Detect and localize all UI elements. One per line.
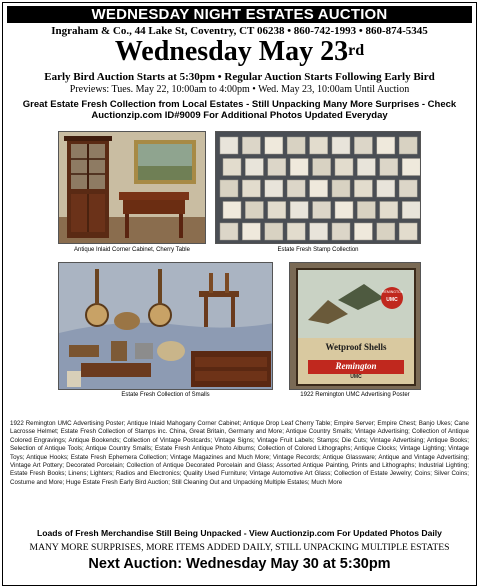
- stamp-packet: [268, 202, 286, 219]
- stamp-packet: [242, 137, 260, 154]
- stamp-packet: [265, 180, 283, 197]
- stamp-packet: [332, 223, 350, 240]
- item-description: 1922 Remington UMC Advertising Poster; Antique Inlaid Mahogany Corner Cabinet; Antique Drop Leaf Cherry Table; Empire Server; Empire Chest; Banjo Ukes; Cane Lacrosse Helmet; Estate Fresh Collection of Stamps inc. China, Great Britain, Germany and More; Antique Country Smalls; Vintage Advertising; Collection of Antique Colored Engravings; Antique Bookends; Collection of Vintage Postcards; Vintage Signs; Vintage Fruit Labels; Stamps; Die Cuts; Vintage Advertising; Antique Books; Selection of Antique Tools; Antique Country Smalls; Estate Fresh Antique Photo Albums; Collection of Colored Lithographs; Antique Clocks; Vintage Lighting; Vintage Toys; Antique Hooks; Estate Fresh Ephemera Collection; Vintage Magazines and Much More; Vintage Records; Antique Glassware; Antique and Vintage Advertising; Vintage Art Pottery; Decorated Porcelain; Collection of Antique Decorated Porcelain and Glass; Assorted Antique Painting, Prints and Lithographs; Industrial Lighting; Estate Fresh Books; Linens; Lighters; Radios and Electronics; Quality Used Furniture; Vintage Automotive Art Glass; Collection of Estate Jewelry; Coins; Silver Coins; Costume and More; Huge Estate Fresh Early Bird Auction; Still Cleaning Out and Unpacking Multiple Estates; Much More: [10, 420, 469, 486]
- stamp-packet: [220, 137, 238, 154]
- auction-date-suffix: rd: [348, 42, 365, 59]
- auctioneer-address: Ingraham & Co., 44 Lake St, Coventry, CT 06238 • 860-742-1993 • 860-874-5345: [51, 25, 428, 37]
- stamp-packet: [287, 180, 305, 197]
- stamp-packet: [402, 202, 420, 219]
- stamp-packet: [335, 159, 353, 176]
- stamp-packet: [377, 180, 395, 197]
- stamp-packet: [332, 180, 350, 197]
- remington-poster-caption: 1922 Remington UMC Advertising Poster: [300, 392, 410, 398]
- smalls-collection-caption: Estate Fresh Collection of Smalls: [121, 392, 210, 398]
- poster-logo: Remington: [335, 361, 377, 371]
- stamp-packet: [310, 223, 328, 240]
- stamp-packet: [265, 223, 283, 240]
- stamp-packet: [287, 137, 305, 154]
- stamp-packet: [380, 202, 398, 219]
- stamp-packet: [332, 137, 350, 154]
- stamp-packet: [313, 202, 331, 219]
- fresh-merchandise-note: Loads of Fresh Merchandise Still Being Unpacked - View Auctionzip.com For Updated Photos Daily: [37, 528, 442, 538]
- stamp-packet: [335, 202, 353, 219]
- preview-hours: Previews: Tues. May 22, 10:00am to 4:00pm • Wed. May 23, 10:00am Until Auction: [69, 84, 410, 95]
- stamp-packet: [399, 223, 417, 240]
- stamp-packet: [377, 137, 395, 154]
- auction-date-main: Wednesday May 23: [114, 36, 349, 67]
- stamp-packet: [354, 137, 372, 154]
- stamp-packet: [242, 223, 260, 240]
- stamp-packet: [310, 180, 328, 197]
- stamp-collection-photo: [215, 131, 421, 244]
- early-bird-info: Early Bird Auction Starts at 5:30pm • Regular Auction Starts Following Early Bird: [44, 71, 435, 83]
- auction-date: [4, 36, 475, 68]
- poster-sub: UMC: [350, 374, 362, 380]
- stamp-packet: [399, 180, 417, 197]
- poster-frame: [296, 268, 416, 386]
- stamp-packet: [399, 137, 417, 154]
- stamp-packet: [245, 202, 263, 219]
- stamp-packet: [268, 159, 286, 176]
- poster-brand: Wetproof Shells: [325, 342, 387, 352]
- stamp-packet: [223, 159, 241, 176]
- stamp-packet: [313, 159, 331, 176]
- stamp-packet: [220, 223, 238, 240]
- stamp-packet: [223, 202, 241, 219]
- stamp-packet: [245, 159, 263, 176]
- stamp-packet: [265, 137, 283, 154]
- stamp-packet: [290, 202, 308, 219]
- stamp-packet: [287, 223, 305, 240]
- poster-circle-top: REMINGTON: [382, 290, 404, 294]
- next-auction-note: Next Auction: Wednesday May 30 at 5:30pm: [88, 556, 391, 572]
- stamp-packet: [290, 159, 308, 176]
- more-surprises-note: MANY MORE SURPRISES, MORE ITEMS ADDED DAILY, STILL UNPACKING MULTIPLE ESTATES: [29, 542, 450, 553]
- collection-note: Great Estate Fresh Collection from Local Estates - Still Unpacking Many More Surprises - Check Auctionzip.com ID#9009 For Additional Photos Updated Everyday: [22, 99, 457, 121]
- stamp-packet: [354, 180, 372, 197]
- auction-title-banner: WEDNESDAY NIGHT ESTATES AUCTION: [7, 6, 472, 23]
- stamp-collection-caption: Estate Fresh Stamp Collection: [277, 247, 359, 253]
- stamp-packet: [357, 202, 375, 219]
- stamp-packet: [354, 223, 372, 240]
- stamp-packet: [242, 180, 260, 197]
- remington-poster-photo: [289, 262, 421, 390]
- stamp-packet: [310, 137, 328, 154]
- corner-cabinet-caption: Antique Inlaid Corner Cabinet, Cherry Table: [74, 247, 190, 253]
- corner-cabinet-photo: [58, 131, 206, 244]
- stamp-packet: [402, 159, 420, 176]
- stamp-packet: [220, 180, 238, 197]
- stamp-packet: [380, 159, 398, 176]
- smalls-collection-photo: [58, 262, 273, 390]
- stamp-packet: [357, 159, 375, 176]
- stamp-packet: [377, 223, 395, 240]
- poster-circle-bottom: UMC: [386, 297, 398, 303]
